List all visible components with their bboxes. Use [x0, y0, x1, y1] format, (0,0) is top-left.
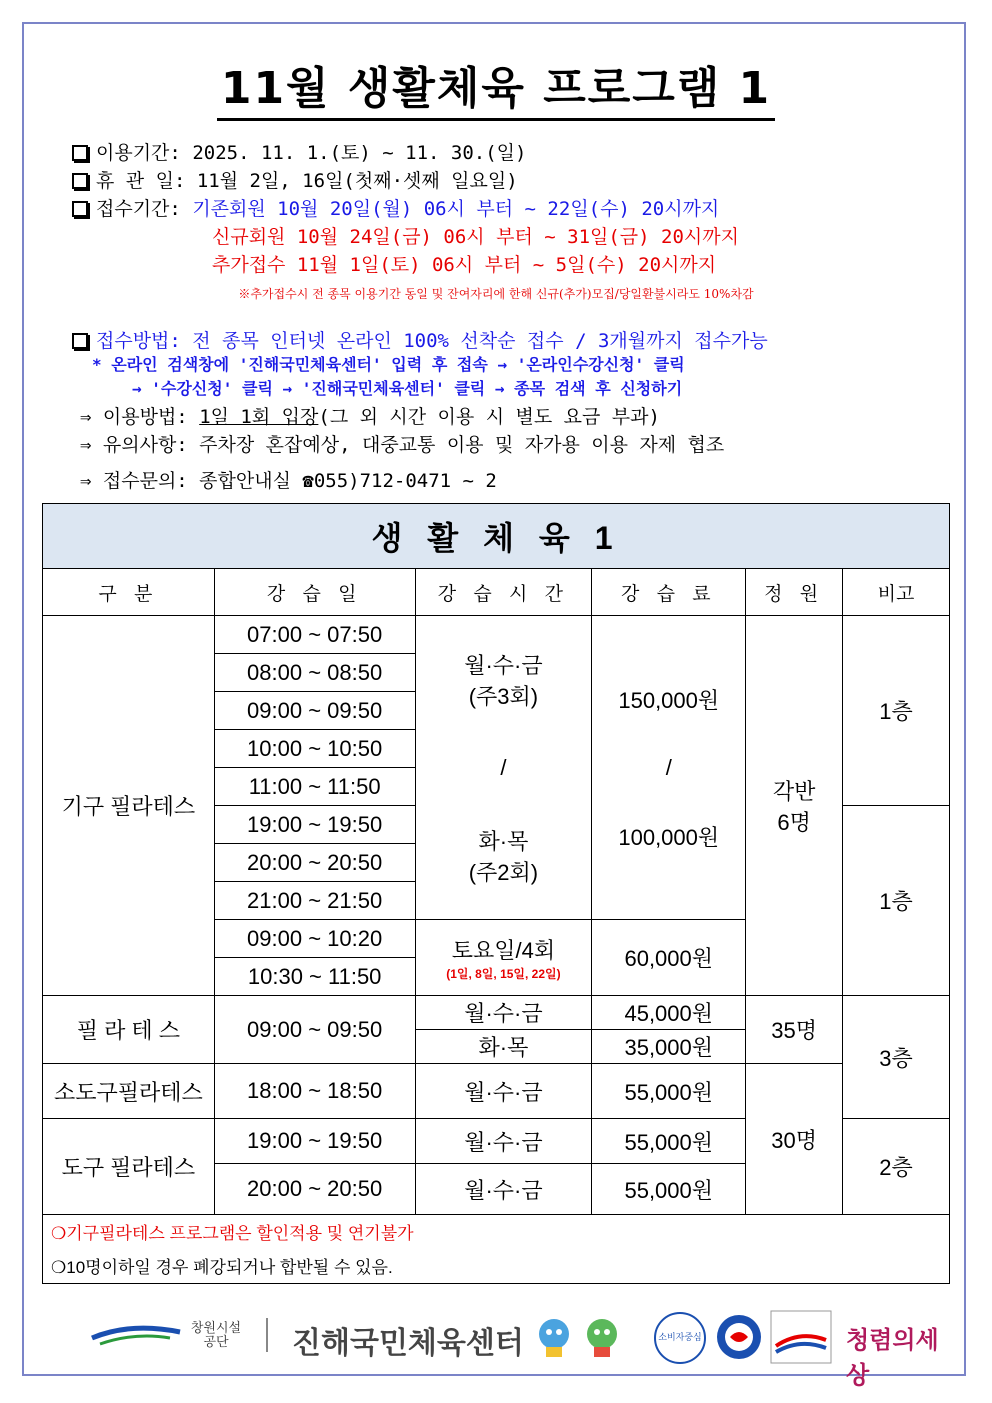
col-header: 강 습 시 간: [415, 569, 592, 616]
method-step2: → '수강신청' 클릭 → '진해국민체육센터' 클릭 → 종목 검색 후 신청하기: [132, 379, 683, 398]
floor: 1층: [843, 616, 950, 806]
class-fee: 55,000원: [592, 1064, 746, 1119]
class-fee: 60,000원: [592, 920, 746, 996]
contact-line: ⇒ 접수문의: 종합안내실 ☎055)712-0471 ~ 2: [80, 470, 497, 492]
closed-line: 휴 관 일: 11월 2일, 16일(첫째·셋째 일요일): [72, 166, 518, 193]
reg-note: ※추가접수시 전 종목 이용기간 동일 및 잔여자리에 한해 신규(추가)모집/당일환불시라도 10%차감: [238, 287, 754, 301]
time-slot: 19:00 ~ 19:50: [214, 1119, 415, 1164]
period-line: 이용기간: 2025. 11. 1.(토) ~ 11. 30.(일): [72, 138, 526, 165]
reg-new: 신규회원 10월 24일(금) 06시 부터 ~ 31일(금) 20시까지: [212, 226, 739, 248]
time-slot: 18:00 ~ 18:50: [214, 1064, 415, 1119]
capacity: 35명: [746, 996, 843, 1064]
table-title: 생 활 체 육 1: [43, 504, 950, 569]
footer-logos: [40, 1308, 952, 1389]
time-slot: 08:00 ~ 08:50: [214, 654, 415, 692]
checkbox-icon: [72, 173, 88, 189]
slogan-logo: 청렴의세상: [846, 1328, 939, 1389]
time-slot: 21:00 ~ 21:50: [214, 882, 415, 920]
divider: [266, 1318, 268, 1352]
consumer-badge: 소비자중심: [654, 1312, 706, 1364]
time-slot: 20:00 ~ 20:50: [214, 1164, 415, 1215]
certificate-icon: [770, 1310, 832, 1368]
time-slot: 09:00 ~ 09:50: [214, 692, 415, 730]
checkbox-icon: [72, 145, 88, 161]
floor: 3층: [843, 996, 950, 1119]
capacity: 각반 6명: [746, 616, 843, 996]
footer-note: ❍10명이하일 경우 폐강되거나 합반될 수 있음.: [43, 1247, 950, 1284]
mascot-icon: [532, 1314, 632, 1364]
class-days: 화·목: [415, 1030, 592, 1064]
usage-line: ⇒ 이용방법: 1일 1회 입장(그 외 시간 이용 시 별도 요금 부과): [80, 406, 660, 428]
capacity: 30명: [746, 1064, 843, 1215]
program-name: 도구 필라테스: [43, 1119, 215, 1215]
col-header: 강 습 일: [214, 569, 415, 616]
col-header: 구 분: [43, 569, 215, 616]
class-days: 토요일/4회 (1일, 8일, 15일, 22일): [415, 920, 592, 996]
page-title: 11월 생활체육 프로그램 1: [0, 52, 992, 116]
time-slot: 11:00 ~ 11:50: [214, 768, 415, 806]
footer-note-red: ❍기구필라테스 프로그램은 할인적용 및 연기불가: [43, 1215, 950, 1248]
floor: 1층: [843, 806, 950, 996]
time-slot: 09:00 ~ 09:50: [214, 996, 415, 1064]
swoosh-icon: [90, 1320, 200, 1350]
method-step1: * 온라인 검색창에 '진해국민체육센터' 입력 후 접속 → '온라인수강신청' 클릭: [92, 355, 685, 374]
checkbox-icon: [72, 201, 88, 217]
time-slot: 09:00 ~ 10:20: [214, 920, 415, 958]
program-name: 기구 필라테스: [43, 616, 215, 996]
registration-line: 접수기간: 기존회원 10월 20일(월) 06시 부터 ~ 22일(수) 20시까지: [72, 194, 719, 221]
class-fee: 55,000원: [592, 1164, 746, 1215]
caution-line: ⇒ 유의사항: 주차장 혼잡예상, 대중교통 이용 및 자가용 이용 자제 협조: [80, 434, 725, 456]
reg-extra: 추가접수 11월 1일(토) 06시 부터 ~ 5일(수) 20시까지: [212, 254, 717, 276]
class-days: 월·수·금: [415, 1164, 592, 1215]
method-line: 접수방법: 전 종목 인터넷 온라인 100% 선착순 접수 / 3개월까지 접수가능: [72, 326, 768, 353]
class-days: 월·수·금: [415, 996, 592, 1030]
changwon-logo: [90, 1320, 200, 1354]
col-header: 정 원: [746, 569, 843, 616]
class-fee: 35,000원: [592, 1030, 746, 1064]
time-slot: 10:30 ~ 11:50: [214, 958, 415, 996]
checkbox-icon: [72, 333, 88, 349]
floor: 2층: [843, 1119, 950, 1215]
schedule-table: [42, 503, 950, 1284]
class-fee: 45,000원: [592, 996, 746, 1030]
time-slot: 10:00 ~ 10:50: [214, 730, 415, 768]
center-name: 진해국민체육센터: [292, 1327, 524, 1360]
org-name: 창원시설공단: [190, 1321, 242, 1350]
class-days: 월·수·금 (주3회) / 화·목 (주2회): [415, 616, 592, 920]
time-slot: 07:00 ~ 07:50: [214, 616, 415, 654]
col-header: 비고: [843, 569, 950, 616]
col-header: 강 습 료: [592, 569, 746, 616]
class-days: 월·수·금: [415, 1064, 592, 1119]
class-days: 월·수·금: [415, 1119, 592, 1164]
time-slot: 20:00 ~ 20:50: [214, 844, 415, 882]
program-name: 소도구필라테스: [43, 1064, 215, 1119]
class-fee: 55,000원: [592, 1119, 746, 1164]
seal-icon: [714, 1312, 764, 1366]
time-slot: 19:00 ~ 19:50: [214, 806, 415, 844]
reg-existing: 기존회원 10월 20일(월) 06시 부터 ~ 22일(수) 20시까지: [192, 198, 720, 220]
class-fee: 150,000원 / 100,000원: [592, 616, 746, 920]
program-name: 필 라 테 스: [43, 996, 215, 1064]
